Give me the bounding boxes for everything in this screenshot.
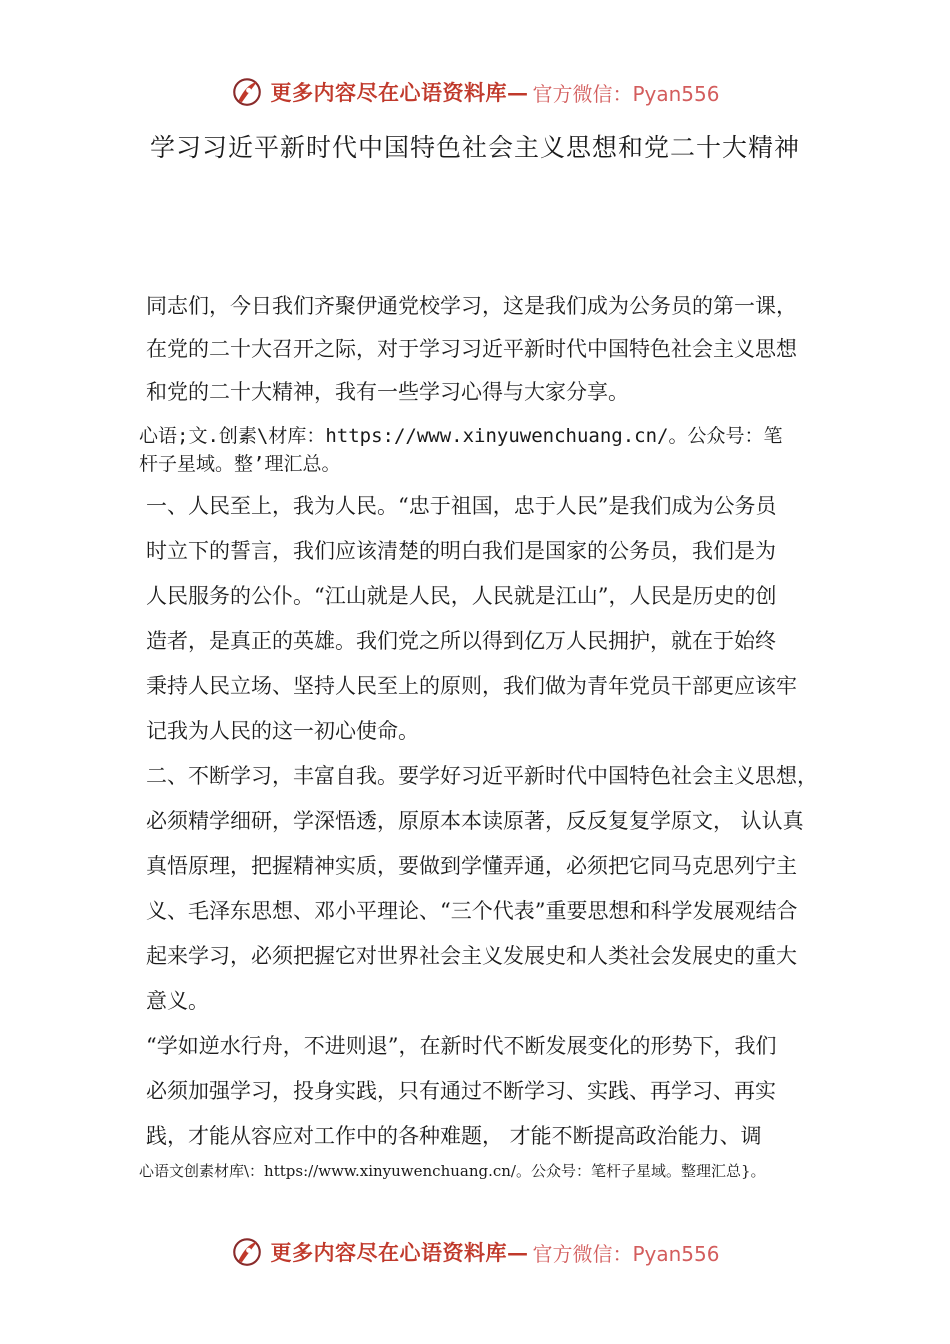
logo-icon xyxy=(230,1235,264,1269)
banner-wechat: 官方微信：Pyan556 xyxy=(532,81,720,106)
section2-line: 意义。 xyxy=(146,989,209,1013)
section1-line: 人民服务的公仆。“江山就是人民，人民就是江山”，人民是历史的创 xyxy=(146,584,777,608)
intro-line: 同志们，今日我们齐聚伊通党校学习，这是我们成为公务员的第一课， xyxy=(146,294,797,318)
logo-icon xyxy=(230,75,264,109)
banner-wechat: 官方微信：Pyan556 xyxy=(532,1241,720,1266)
watermark-note-line: 杆子星域。整’理汇总。 xyxy=(139,453,341,475)
section1-line: 时立下的誓言，我们应该清楚的明白我们是国家的公务员，我们是为 xyxy=(146,539,776,563)
section2-line: 二、不断学习，丰富自我。要学好习近平新时代中国特色社会主义思想， xyxy=(146,764,818,788)
section2-line: 义、毛泽东思想、邓小平理论、“三个代表”重要思想和科学发展观结合 xyxy=(146,899,798,923)
intro-line: 在党的二十大召开之际，对于学习习近平新时代中国特色社会主义思想 xyxy=(146,337,797,361)
intro-line: 和党的二十大精神，我有一些学习心得与大家分享。 xyxy=(146,380,629,404)
document-title: 学习习近平新时代中国特色社会主义思想和党二十大精神 xyxy=(149,133,800,162)
section1-line: 造者，是真正的英雄。我们党之所以得到亿万人民拥护，就在于始终 xyxy=(146,629,776,653)
section3-line: “学如逆水行舟，不进则退”，在新时代不断发展变化的形势下，我们 xyxy=(146,1034,777,1058)
footer-watermark-note: 心语文创素材库\：https://www.xinyuwenchuang.cn/。公众号：笔杆子星域。整理汇总}。 xyxy=(139,1162,766,1180)
section2-line: 真悟原理，把握精神实质，要做到学懂弄通，必须把它同马克思列宁主 xyxy=(146,854,797,878)
watermark-note-line: 心语;文.创素\材库：https://www.xinyuwenchuang.cn/。公众号：笔 xyxy=(139,425,783,447)
section2-line: 必须精学细研，学深悟透，原原本本读原著，反反复复学原文， 认认真 xyxy=(146,809,804,833)
banner-text: 更多内容尽在心语资料库— xyxy=(270,1240,529,1265)
banner-text: 更多内容尽在心语资料库— xyxy=(270,80,529,105)
section2-line: 起来学习，必须把握它对世界社会主义发展史和人类社会发展史的重大 xyxy=(146,944,797,968)
header-banner xyxy=(0,72,950,112)
section1-line: 一、人民至上，我为人民。“忠于祖国，忠于人民”是我们成为公务员 xyxy=(146,494,777,518)
section1-line: 记我为人民的这一初心使命。 xyxy=(146,719,419,743)
section3-line: 必须加强学习，投身实践，只有通过不断学习、实践、再学习、再实 xyxy=(146,1079,776,1103)
section1-line: 秉持人民立场、坚持人民至上的原则，我们做为青年党员干部更应该牢 xyxy=(146,674,797,698)
footer-banner xyxy=(0,1232,950,1272)
section3-line: 践，才能从容应对工作中的各种难题， 才能不断提高政治能力、调 xyxy=(146,1124,762,1148)
